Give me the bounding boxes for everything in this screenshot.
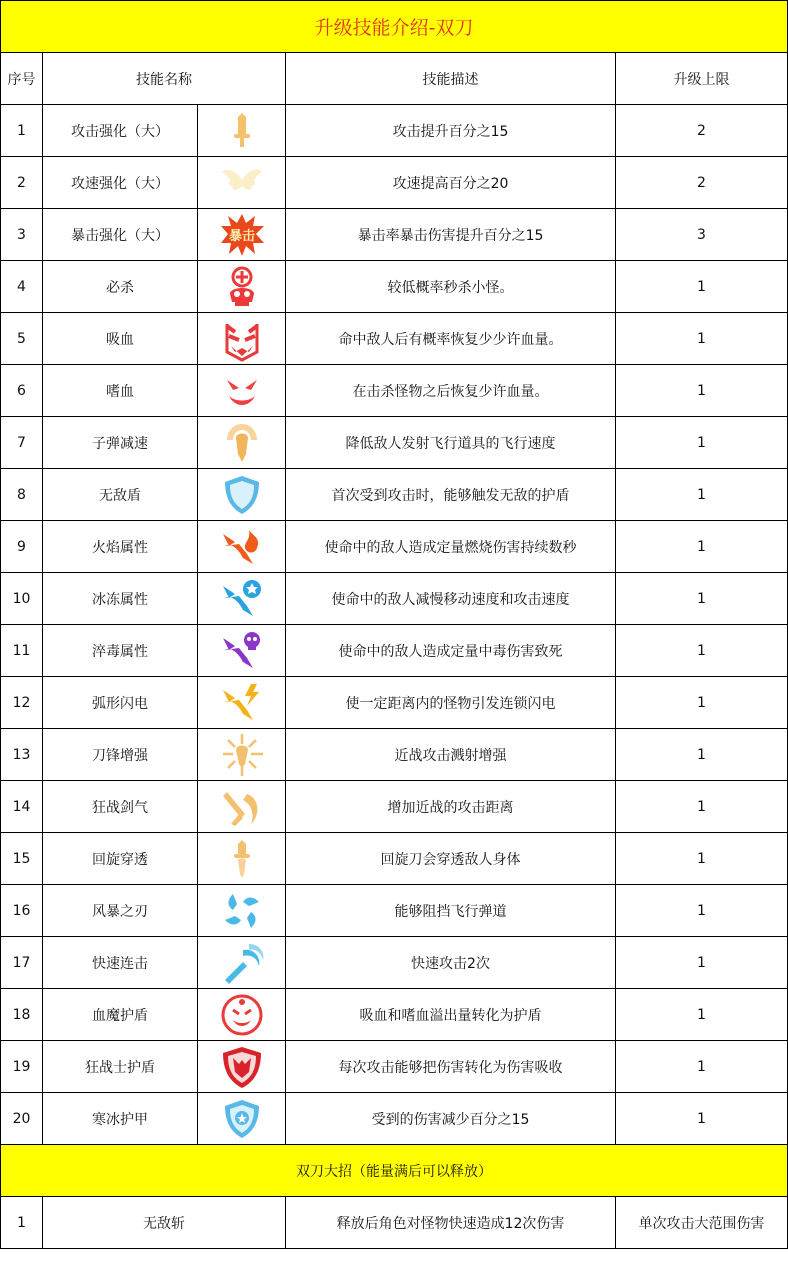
- table-row: [1, 833, 788, 885]
- skill-limit: 1: [616, 573, 788, 625]
- skill-name: 嗜血: [43, 365, 198, 417]
- skill-icon-cell: [198, 573, 286, 625]
- skill-limit: 1: [616, 677, 788, 729]
- skill-name: 必杀: [43, 261, 198, 313]
- header-limit: 升级上限: [616, 53, 788, 105]
- skill-limit: 1: [616, 729, 788, 781]
- skill-name: 血魔护盾: [43, 989, 198, 1041]
- slow-bullet-icon: [219, 420, 265, 466]
- skill-name: 攻速强化（大）: [43, 157, 198, 209]
- skill-description: 使命中的敌人造成定量燃烧伤害持续数秒: [286, 521, 616, 573]
- skill-description: 回旋刀会穿透敌人身体: [286, 833, 616, 885]
- skill-index: 15: [1, 833, 43, 885]
- skill-name: 火焰属性: [43, 521, 198, 573]
- ultimate-description: 释放后角色对怪物快速造成12次伤害: [286, 1197, 616, 1249]
- skill-icon-cell: [198, 209, 286, 261]
- ultimate-limit: 单次攻击大范围伤害: [616, 1197, 788, 1249]
- pierce-sword-icon: [219, 836, 265, 882]
- blade-burst-icon: [219, 732, 265, 778]
- skill-limit: 1: [616, 521, 788, 573]
- table-row: [1, 365, 788, 417]
- skill-name: 狂战剑气: [43, 781, 198, 833]
- skill-icon-cell: [198, 417, 286, 469]
- ice-blade-icon: [219, 576, 265, 622]
- skill-name: 回旋穿透: [43, 833, 198, 885]
- skill-icon-cell: [198, 365, 286, 417]
- table-row: [1, 625, 788, 677]
- table-row: [1, 729, 788, 781]
- skill-icon-cell: [198, 1093, 286, 1145]
- table-row: [1, 1197, 788, 1249]
- critical-burst-icon: [219, 212, 265, 258]
- demon-face-icon: [219, 368, 265, 414]
- table-row: [1, 261, 788, 313]
- skill-name: 快速连击: [43, 937, 198, 989]
- skill-icon-cell: [198, 781, 286, 833]
- skill-limit: 2: [616, 105, 788, 157]
- skill-index: 20: [1, 1093, 43, 1145]
- skill-limit: 2: [616, 157, 788, 209]
- header-name: 技能名称: [43, 53, 286, 105]
- skill-icon-cell: [198, 885, 286, 937]
- skill-icon-cell: [198, 261, 286, 313]
- skill-name: 冰冻属性: [43, 573, 198, 625]
- skill-description: 使命中的敌人造成定量中毒伤害致死: [286, 625, 616, 677]
- skill-index: 3: [1, 209, 43, 261]
- skill-limit: 3: [616, 209, 788, 261]
- skill-description: 攻速提高百分之20: [286, 157, 616, 209]
- skill-limit: 1: [616, 625, 788, 677]
- table-row: [1, 105, 788, 157]
- ultimate-section-header: 双刀大招（能量满后可以释放）: [1, 1145, 788, 1197]
- skill-icon-cell: [198, 677, 286, 729]
- skill-icon-cell: [198, 469, 286, 521]
- skill-icon-cell: [198, 989, 286, 1041]
- skill-limit: 1: [616, 365, 788, 417]
- skill-index: 7: [1, 417, 43, 469]
- blood-shield-icon: [219, 992, 265, 1038]
- skill-icon-cell: [198, 313, 286, 365]
- skill-name: 弧形闪电: [43, 677, 198, 729]
- table-row: [1, 469, 788, 521]
- table-row: [1, 885, 788, 937]
- skill-index: 4: [1, 261, 43, 313]
- table-row: [1, 313, 788, 365]
- skill-index: 9: [1, 521, 43, 573]
- table-title: 升级技能介绍-双刀: [1, 1, 788, 53]
- skill-description: 能够阻挡飞行弹道: [286, 885, 616, 937]
- shield-icon: [219, 472, 265, 518]
- lightning-blade-icon: [219, 680, 265, 726]
- skill-name: 刀锋增强: [43, 729, 198, 781]
- skill-index: 8: [1, 469, 43, 521]
- skill-limit: 1: [616, 885, 788, 937]
- header-row: [1, 53, 788, 105]
- table-row: [1, 521, 788, 573]
- skill-limit: 1: [616, 1041, 788, 1093]
- skill-description: 近战攻击溅射增强: [286, 729, 616, 781]
- skill-limit: 1: [616, 313, 788, 365]
- table-row: [1, 937, 788, 989]
- skill-name: 风暴之刃: [43, 885, 198, 937]
- skill-icon-cell: [198, 157, 286, 209]
- header-index: 序号: [1, 53, 43, 105]
- skill-icon-cell: [198, 729, 286, 781]
- table-row: [1, 157, 788, 209]
- skill-description: 快速攻击2次: [286, 937, 616, 989]
- skill-description: 攻击提升百分之15: [286, 105, 616, 157]
- skill-name: 吸血: [43, 313, 198, 365]
- table-row: [1, 417, 788, 469]
- sword-icon: [219, 108, 265, 154]
- skill-index: 18: [1, 989, 43, 1041]
- skill-icon-cell: [198, 521, 286, 573]
- skill-description: 受到的伤害减少百分之15: [286, 1093, 616, 1145]
- skill-name: 寒冰护甲: [43, 1093, 198, 1145]
- skill-icon-cell: [198, 105, 286, 157]
- skill-limit: 1: [616, 989, 788, 1041]
- skill-name: 暴击强化（大）: [43, 209, 198, 261]
- table-row: [1, 1041, 788, 1093]
- svg-text:暴击: 暴击: [228, 228, 255, 244]
- table-row: [1, 573, 788, 625]
- ultimate-name: 无敌斩: [43, 1197, 286, 1249]
- skill-description: 首次受到攻击时，能够触发无敌的护盾: [286, 469, 616, 521]
- skill-name: 攻击强化（大）: [43, 105, 198, 157]
- skill-icon-cell: [198, 833, 286, 885]
- skill-description: 暴击率暴击伤害提升百分之15: [286, 209, 616, 261]
- skill-description: 降低敌人发射飞行道具的飞行速度: [286, 417, 616, 469]
- skill-limit: 1: [616, 469, 788, 521]
- skill-limit: 1: [616, 781, 788, 833]
- skill-index: 11: [1, 625, 43, 677]
- skill-index: 2: [1, 157, 43, 209]
- header-desc: 技能描述: [286, 53, 616, 105]
- ice-shield-icon: [219, 1096, 265, 1142]
- skill-limit: 1: [616, 1093, 788, 1145]
- skill-index: 13: [1, 729, 43, 781]
- skill-name: 狂战士护盾: [43, 1041, 198, 1093]
- sword-wave-icon: [219, 784, 265, 830]
- skill-description: 使一定距离内的怪物引发连锁闪电: [286, 677, 616, 729]
- skull-target-icon: [219, 264, 265, 310]
- poison-blade-icon: [219, 628, 265, 674]
- skill-icon-cell: [198, 1041, 286, 1093]
- skill-description: 较低概率秒杀小怪。: [286, 261, 616, 313]
- ultimate-index: 1: [1, 1197, 43, 1249]
- skill-limit: 1: [616, 937, 788, 989]
- skill-limit: 1: [616, 417, 788, 469]
- quick-strike-icon: [219, 940, 265, 986]
- vampire-face-icon: [219, 316, 265, 362]
- skill-description: 命中敌人后有概率恢复少少许血量。: [286, 313, 616, 365]
- skill-limit: 1: [616, 833, 788, 885]
- skill-limit: 1: [616, 261, 788, 313]
- skill-index: 1: [1, 105, 43, 157]
- skill-description: 使命中的敌人减慢移动速度和攻击速度: [286, 573, 616, 625]
- skill-index: 17: [1, 937, 43, 989]
- skill-index: 19: [1, 1041, 43, 1093]
- skill-index: 6: [1, 365, 43, 417]
- storm-blades-icon: [219, 888, 265, 934]
- skill-icon-cell: [198, 937, 286, 989]
- table-row: [1, 781, 788, 833]
- fire-blade-icon: [219, 524, 265, 570]
- table-row: [1, 989, 788, 1041]
- table-row: [1, 1093, 788, 1145]
- skill-description: 吸血和嗜血溢出量转化为护盾: [286, 989, 616, 1041]
- wings-icon: [219, 160, 265, 206]
- skill-description: 在击杀怪物之后恢复少许血量。: [286, 365, 616, 417]
- table-row: [1, 677, 788, 729]
- skill-index: 10: [1, 573, 43, 625]
- skill-icon-cell: [198, 625, 286, 677]
- skill-name: 无敌盾: [43, 469, 198, 521]
- skill-name: 淬毒属性: [43, 625, 198, 677]
- skill-index: 5: [1, 313, 43, 365]
- skill-index: 12: [1, 677, 43, 729]
- skill-index: 14: [1, 781, 43, 833]
- berserker-shield-icon: [219, 1044, 265, 1090]
- skill-description: 每次攻击能够把伤害转化为伤害吸收: [286, 1041, 616, 1093]
- table-row: [1, 209, 788, 261]
- skill-name: 子弹减速: [43, 417, 198, 469]
- skill-index: 16: [1, 885, 43, 937]
- skill-description: 增加近战的攻击距离: [286, 781, 616, 833]
